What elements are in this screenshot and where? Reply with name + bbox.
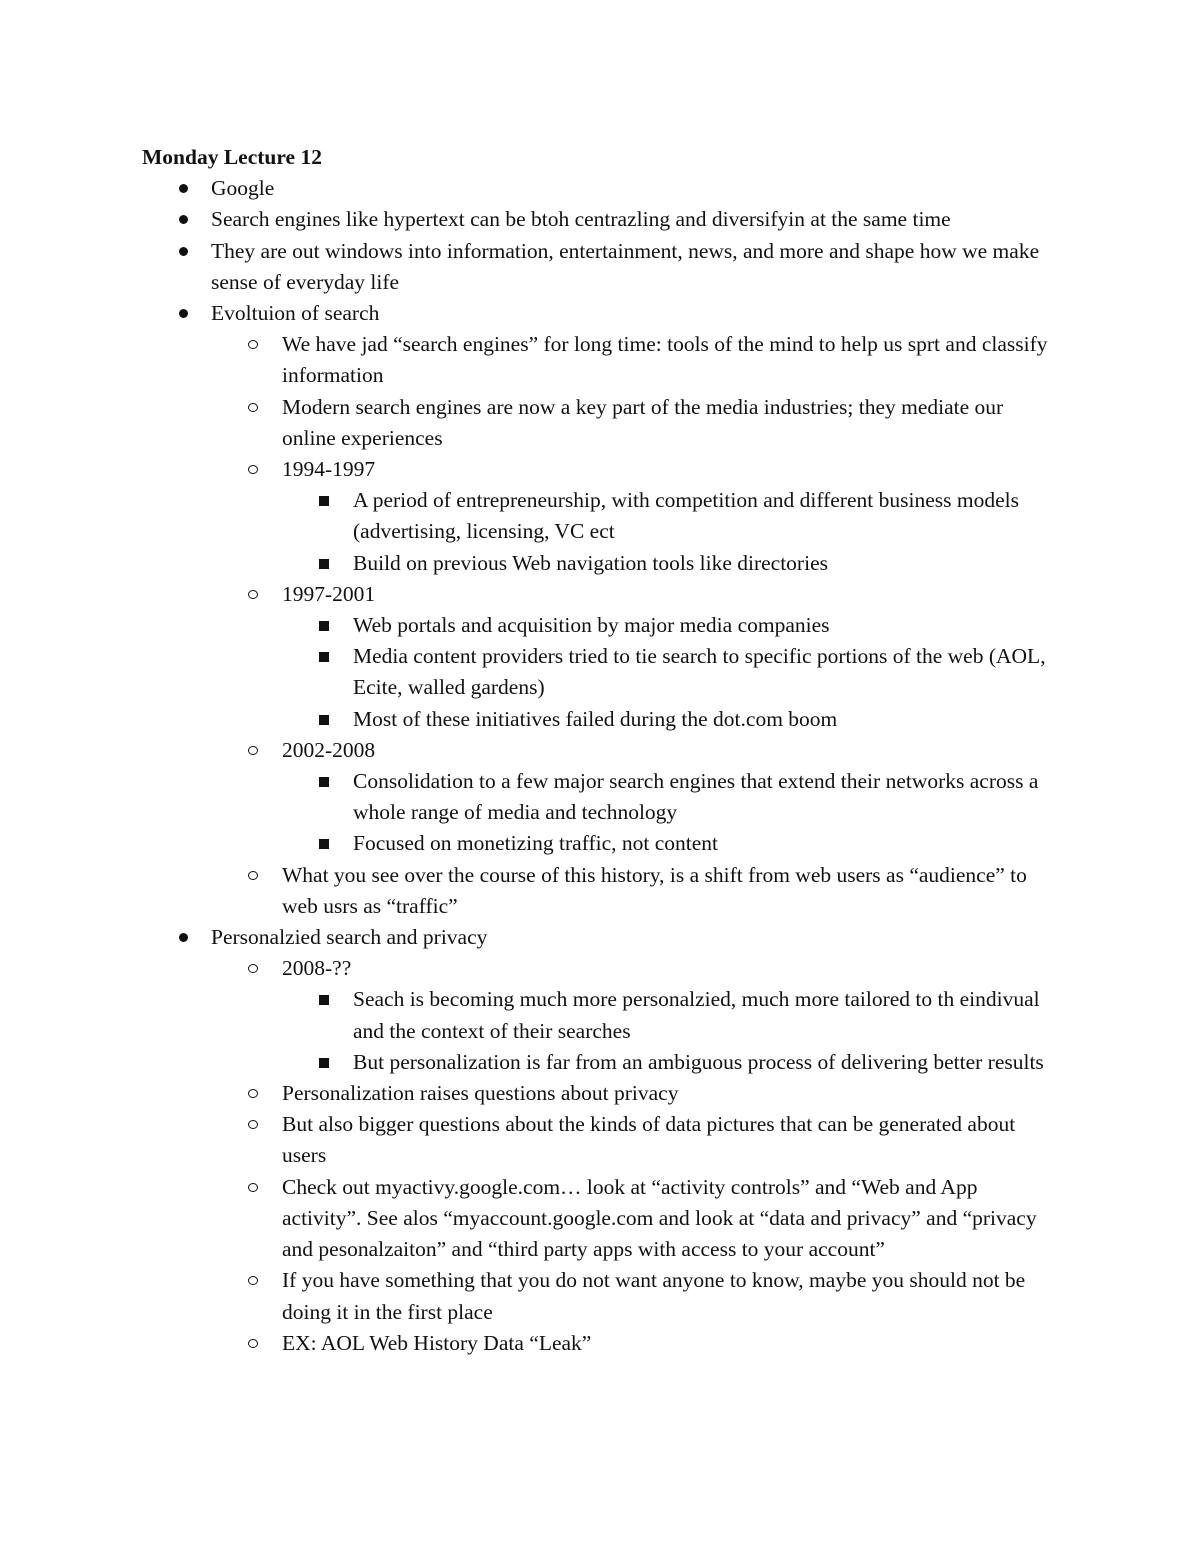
- list-item-level-3: [282, 641, 1062, 703]
- list-item-level-3: [282, 610, 1062, 641]
- sub-list-level-3: [282, 766, 1062, 860]
- list-item-text: A period of entrepreneurship, with competition and different business models (advertising, licensing, VC ect: [353, 488, 1019, 544]
- filled-bullet-icon: [179, 184, 188, 193]
- sub-list-level-3: [282, 984, 1062, 1078]
- square-bullet-icon: [319, 839, 329, 849]
- hollow-bullet-icon: [248, 871, 258, 880]
- square-bullet-icon: [319, 715, 329, 725]
- square-bullet-icon: [319, 777, 329, 787]
- list-item-text: Media content providers tried to tie search to specific portions of the web (AOL, Ecite, walled gardens): [353, 644, 1046, 700]
- page-title: Monday Lecture 12: [142, 145, 322, 169]
- filled-bullet-icon: [179, 309, 188, 318]
- list-item-level-1: [142, 173, 1062, 204]
- list-item-level-2: [211, 329, 1062, 391]
- list-item-level-3: [282, 548, 1062, 579]
- list-item-text: Web portals and acquisition by major media companies: [353, 613, 830, 638]
- list-item-text: But personalization is far from an ambiguous process of delivering better results: [353, 1049, 1044, 1074]
- square-bullet-icon: [319, 1058, 329, 1068]
- filled-bullet-icon: [179, 247, 188, 256]
- hollow-bullet-icon: [248, 590, 258, 599]
- list-item-text: They are out windows into information, entertainment, news, and more and shape how we make sense of everyday life: [211, 238, 1040, 294]
- filled-bullet-icon: [179, 933, 188, 942]
- list-item-text: EX: AOL Web History Data “Leak”: [282, 1330, 592, 1355]
- hollow-bullet-icon: [248, 964, 258, 973]
- list-item-text: Most of these initiatives failed during the dot.com boom: [353, 706, 838, 731]
- list-item-text: We have jad “search engines” for long time: tools of the mind to help us sprt and classify information: [282, 332, 1048, 388]
- list-item-text: 1997-2001: [282, 581, 376, 606]
- list-item-text: Focused on monetizing traffic, not content: [353, 831, 719, 856]
- square-bullet-icon: [319, 559, 329, 569]
- list-item-text: Google: [211, 176, 275, 201]
- list-item-text: Personalzied search and privacy: [211, 925, 488, 950]
- list-item-text: Search engines like hypertext can be btoh centrazling and diversifyin at the same time: [211, 207, 951, 232]
- list-item-text: Personalization raises questions about privacy: [282, 1081, 679, 1106]
- list-item-level-1: [142, 922, 1062, 1359]
- hollow-bullet-icon: [248, 465, 258, 474]
- sub-list-level-2: [211, 953, 1062, 1359]
- list-item-level-3: [282, 485, 1062, 547]
- list-item-level-2: [211, 1109, 1062, 1171]
- hollow-bullet-icon: [248, 1120, 258, 1129]
- list-item-level-3: [282, 984, 1062, 1046]
- hollow-bullet-icon: [248, 1339, 258, 1348]
- hollow-bullet-icon: [248, 1089, 258, 1098]
- list-item-level-2: [211, 1328, 1062, 1359]
- list-item-level-3: [282, 828, 1062, 859]
- list-item-level-3: [282, 766, 1062, 828]
- hollow-bullet-icon: [248, 1183, 258, 1192]
- list-item-text: 2008-??: [282, 956, 352, 981]
- list-item-level-2: [211, 860, 1062, 922]
- list-item-level-1: [142, 298, 1062, 922]
- hollow-bullet-icon: [248, 1276, 258, 1285]
- list-item-text: Check out myactivy.google.com… look at “activity controls” and “Web and App activity”. See alos “myaccount.google.com and look at “data and privacy” and “privacy and pesonalzaiton” and “third party apps with access to your account”: [282, 1174, 1037, 1262]
- list-item-level-2: [211, 392, 1062, 454]
- filled-bullet-icon: [179, 215, 188, 224]
- list-item-text: Seach is becoming much more personalzied, much more tailored to th eindivual and the context of their searches: [353, 987, 1040, 1043]
- list-item-level-2: [211, 735, 1062, 860]
- list-item-text: 2002-2008: [282, 737, 376, 762]
- list-item-text: What you see over the course of this history, is a shift from web users as “audience” to web usrs as “traffic”: [282, 862, 1027, 918]
- sub-list-level-3: [282, 610, 1062, 735]
- list-item-level-3: [282, 1047, 1062, 1078]
- list-item-text: Evoltuion of search: [211, 301, 380, 325]
- list-item-level-2: [211, 1078, 1062, 1109]
- sub-list-level-2: [211, 329, 1062, 922]
- list-item-text: 1994-1997: [282, 457, 376, 482]
- hollow-bullet-icon: [248, 403, 258, 412]
- list-item-text: Consolidation to a few major search engines that extend their networks across a whole range of media and technology: [353, 769, 1039, 825]
- list-item-text: If you have something that you do not want anyone to know, maybe you should not be doing it in the first place: [282, 1268, 1026, 1324]
- list-item-text: Build on previous Web navigation tools like directories: [353, 550, 828, 575]
- list-item-text: Modern search engines are now a key part of the media industries; they mediate our online experiences: [282, 394, 1004, 450]
- list-item-level-1: [142, 204, 1062, 235]
- list-item-level-2: [211, 1265, 1062, 1327]
- document-body: [142, 142, 1062, 1359]
- square-bullet-icon: [319, 496, 329, 506]
- square-bullet-icon: [319, 621, 329, 631]
- list-item-level-2: [211, 953, 1062, 1078]
- list-item-level-2: [211, 454, 1062, 579]
- list-item-level-3: [282, 704, 1062, 735]
- square-bullet-icon: [319, 995, 329, 1005]
- hollow-bullet-icon: [248, 746, 258, 755]
- square-bullet-icon: [319, 652, 329, 662]
- list-item-text: But also bigger questions about the kinds of data pictures that can be generated about users: [282, 1112, 1016, 1168]
- list-item-level-2: [211, 1172, 1062, 1266]
- list-item-level-2: [211, 579, 1062, 735]
- list-item-level-1: [142, 236, 1062, 298]
- sub-list-level-3: [282, 485, 1062, 579]
- outline-list: [142, 173, 1062, 1359]
- hollow-bullet-icon: [248, 340, 258, 349]
